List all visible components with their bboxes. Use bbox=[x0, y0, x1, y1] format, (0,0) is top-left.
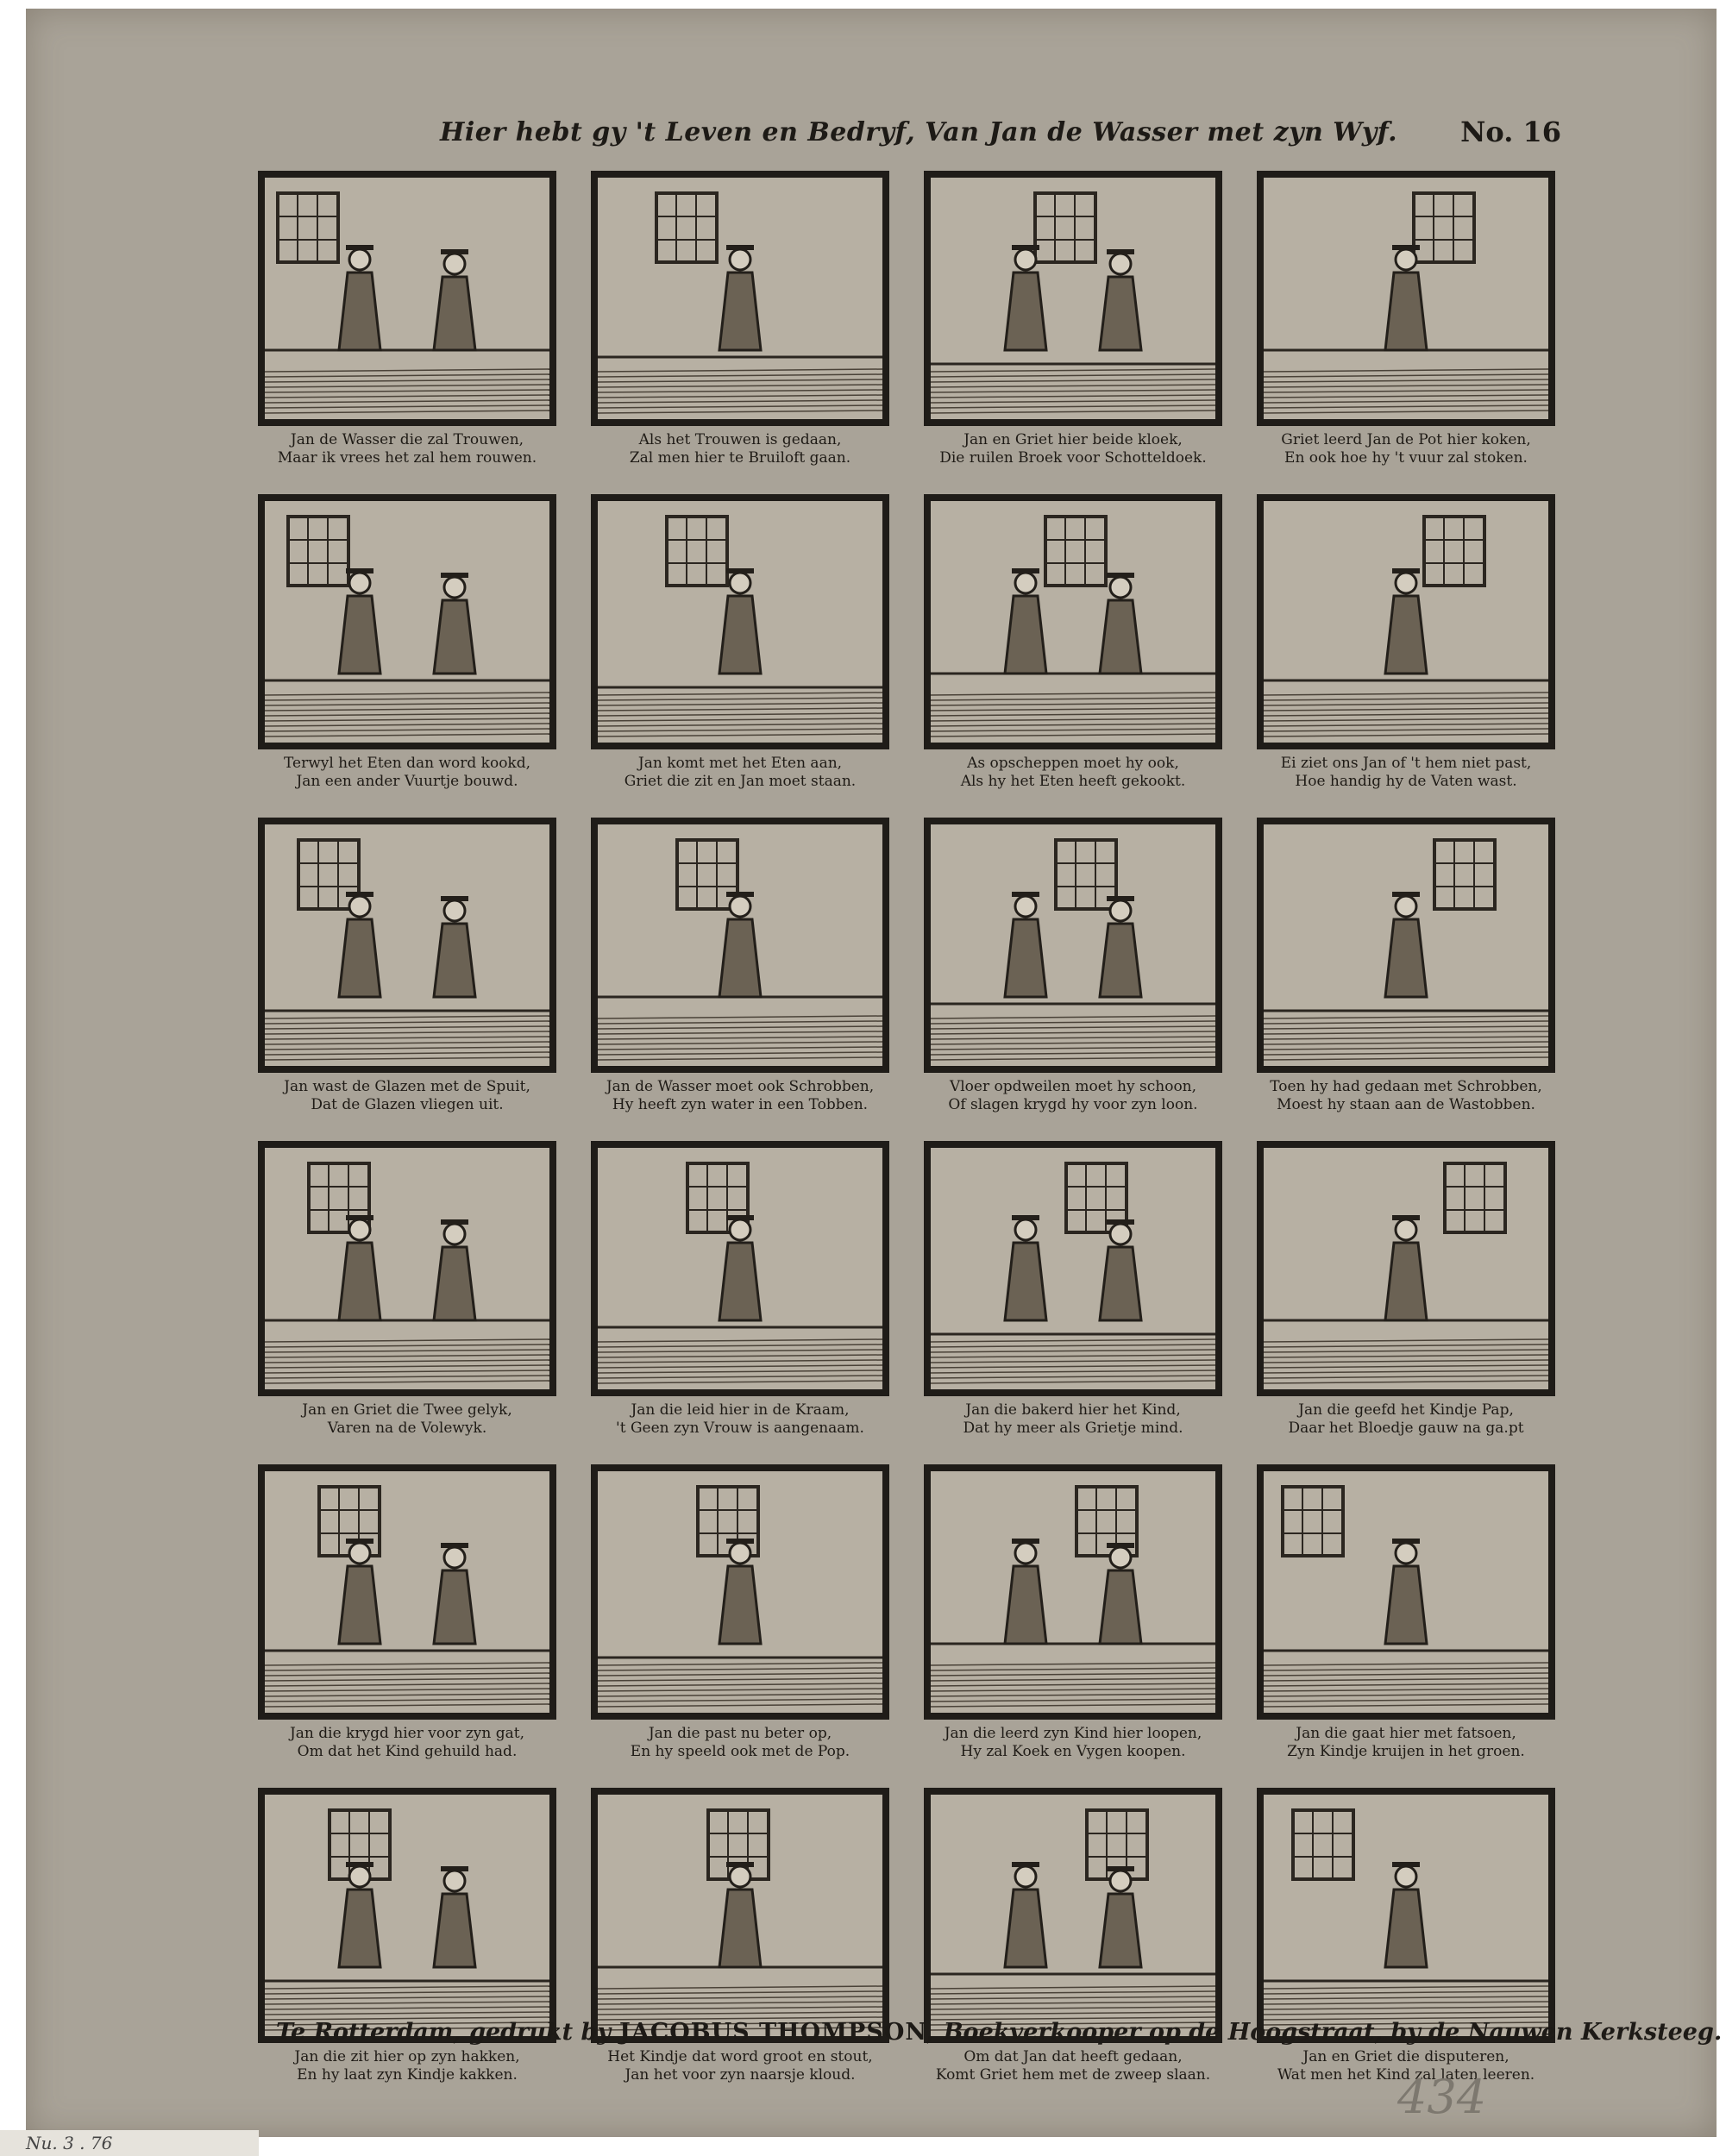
verse-line: Of slagen krygd hy voor zyn loon. bbox=[948, 1096, 1198, 1113]
woodcut-illustration bbox=[258, 818, 556, 1073]
verse-line: En hy speeld ook met de Pop. bbox=[630, 1743, 850, 1760]
verse-line: En hy laat zyn Kindje kakken. bbox=[297, 2066, 518, 2084]
verse-caption bbox=[585, 755, 895, 791]
verse-line: Jan en Griet die Twee gelyk, bbox=[302, 1401, 512, 1419]
verse-line: Zal men hier te Bruiloft gaan. bbox=[629, 449, 851, 467]
verse-caption bbox=[1251, 431, 1561, 467]
woodcut-illustration bbox=[258, 171, 556, 426]
woodcut-panel bbox=[1251, 1464, 1561, 1769]
verse-line: Om dat het Kind gehuild had. bbox=[297, 1743, 518, 1760]
woodcut-panel bbox=[252, 494, 562, 799]
verse-line: Daar het Bloedje gauw na ga.pt bbox=[1288, 1420, 1524, 1437]
verse-line: Hy zal Koek en Vygen koopen. bbox=[960, 1743, 1186, 1760]
woodcut-illustration bbox=[591, 1464, 889, 1720]
woodcut-illustration bbox=[591, 818, 889, 1073]
verse-caption bbox=[918, 2048, 1228, 2084]
pencil-annotation: 434 bbox=[1397, 2070, 1487, 2124]
verse-line: Varen na de Volewyk. bbox=[327, 1420, 487, 1437]
verse-caption bbox=[585, 431, 895, 467]
verse-line: Hy heeft zyn water in een Tobben. bbox=[612, 1096, 869, 1113]
verse-line: Jan die bakerd hier het Kind, bbox=[965, 1401, 1181, 1419]
verse-line: Jan en Griet die disputeren, bbox=[1302, 2048, 1509, 2065]
verse-line: Als hy het Eten heeft gekookt. bbox=[960, 773, 1186, 790]
verse-caption bbox=[252, 1401, 562, 1438]
verse-caption bbox=[252, 755, 562, 791]
woodcut-panel bbox=[918, 818, 1228, 1122]
verse-line: En ook hoe hy 't vuur zal stoken. bbox=[1284, 449, 1528, 467]
woodcut-illustration bbox=[924, 1788, 1222, 2043]
verse-line: Om dat Jan dat heeft gedaan, bbox=[963, 2048, 1183, 2065]
verse-line: Jan het voor zyn naarsje kloud. bbox=[624, 2066, 856, 2084]
verse-line: Dat hy meer als Grietje mind. bbox=[963, 1420, 1183, 1437]
verse-caption bbox=[252, 431, 562, 467]
woodcut-panel bbox=[918, 1464, 1228, 1769]
verse-line: Jan die gaat hier met fatsoen, bbox=[1296, 1725, 1516, 1742]
woodcut-panel bbox=[1251, 818, 1561, 1122]
woodcut-illustration bbox=[591, 1788, 889, 2043]
woodcut-illustration bbox=[924, 1464, 1222, 1720]
woodcut-illustration bbox=[924, 1141, 1222, 1396]
verse-caption bbox=[585, 1725, 895, 1761]
woodcut-illustration bbox=[258, 1788, 556, 2043]
woodcut-illustration bbox=[258, 494, 556, 749]
sheet-number: No. 16 bbox=[1460, 116, 1561, 148]
verse-line: As opscheppen moet hy ook, bbox=[967, 755, 1179, 772]
verse-caption bbox=[1251, 1078, 1561, 1114]
sheet-title: Hier hebt gy 't Leven en Bedryf, Van Jan de Wasser met zyn Wyf. bbox=[440, 116, 1398, 147]
imprint-suffix: Boekverkooper op de Hoogstraat, by de Nauwen Kerksteeg. bbox=[943, 2018, 1723, 2046]
verse-line: Jan de Wasser die zal Trouwen, bbox=[290, 431, 524, 448]
verse-line: Jan de Wasser moet ook Schrobben, bbox=[606, 1078, 875, 1095]
verse-caption bbox=[1251, 755, 1561, 791]
verse-caption bbox=[252, 2048, 562, 2084]
verse-line: Jan wast de Glazen met de Spuit, bbox=[284, 1078, 530, 1095]
woodcut-illustration bbox=[924, 171, 1222, 426]
verse-line: Wat men het Kind zal laten leeren. bbox=[1277, 2066, 1535, 2084]
woodcut-panel bbox=[918, 171, 1228, 475]
verse-line: Die ruilen Broek voor Schotteldoek. bbox=[939, 449, 1207, 467]
paper-label: Nu. 3 . 76 bbox=[0, 2130, 259, 2156]
verse-line: Jan die leerd zyn Kind hier loopen, bbox=[944, 1725, 1202, 1742]
woodcut-illustration bbox=[1257, 1788, 1555, 2043]
imprint-printer: JACOBUS THOMPSON, bbox=[619, 2018, 935, 2046]
woodcut-illustration bbox=[924, 494, 1222, 749]
woodcut-illustration bbox=[924, 818, 1222, 1073]
verse-line: Jan die krygd hier voor zyn gat, bbox=[289, 1725, 525, 1742]
verse-line: 't Geen zyn Vrouw is aangenaam. bbox=[616, 1420, 864, 1437]
sheet-header bbox=[440, 110, 1561, 154]
woodcut-panel bbox=[252, 1464, 562, 1769]
verse-caption bbox=[585, 2048, 895, 2084]
verse-line: Jan komt met het Eten aan, bbox=[637, 755, 843, 772]
woodcut-panel bbox=[252, 818, 562, 1122]
woodcut-panel bbox=[1251, 1141, 1561, 1445]
broadsheet bbox=[26, 9, 1723, 2137]
verse-line: Het Kindje dat word groot en stout, bbox=[607, 2048, 873, 2065]
woodcut-panel bbox=[585, 494, 895, 799]
woodcut-panel bbox=[1251, 494, 1561, 799]
verse-line: Jan die past nu beter op, bbox=[648, 1725, 832, 1742]
verse-caption bbox=[918, 431, 1228, 467]
woodcut-illustration bbox=[591, 171, 889, 426]
woodcut-panel bbox=[918, 494, 1228, 799]
verse-caption bbox=[918, 755, 1228, 791]
verse-line: Toen hy had gedaan met Schrobben, bbox=[1270, 1078, 1542, 1095]
woodcut-panel bbox=[585, 171, 895, 475]
woodcut-panel bbox=[585, 1141, 895, 1445]
woodcut-illustration bbox=[1257, 1141, 1555, 1396]
woodcut-illustration bbox=[1257, 818, 1555, 1073]
verse-line: Als het Trouwen is gedaan, bbox=[638, 431, 842, 448]
verse-caption bbox=[252, 1078, 562, 1114]
verse-line: Jan die geefd het Kindje Pap, bbox=[1298, 1401, 1514, 1419]
verse-caption bbox=[252, 1725, 562, 1761]
woodcut-panel bbox=[252, 171, 562, 475]
woodcut-panel bbox=[918, 1141, 1228, 1445]
woodcut-panel bbox=[585, 818, 895, 1122]
verse-caption bbox=[1251, 1725, 1561, 1761]
verse-line: Ei ziet ons Jan of 't hem niet past, bbox=[1280, 755, 1532, 772]
woodcut-illustration bbox=[591, 494, 889, 749]
verse-caption bbox=[1251, 1401, 1561, 1438]
verse-line: Dat de Glazen vliegen uit. bbox=[311, 1096, 504, 1113]
verse-line: Vloer opdweilen moet hy schoon, bbox=[949, 1078, 1197, 1095]
woodcut-illustration bbox=[591, 1141, 889, 1396]
verse-caption bbox=[918, 1725, 1228, 1761]
woodcut-panel bbox=[252, 1141, 562, 1445]
verse-line: Jan en Griet hier beide kloek, bbox=[963, 431, 1183, 448]
verse-caption bbox=[585, 1078, 895, 1114]
verse-line: Moest hy staan aan de Wastobben. bbox=[1277, 1096, 1535, 1113]
woodcut-illustration bbox=[1257, 494, 1555, 749]
woodcut-illustration bbox=[1257, 171, 1555, 426]
woodcut-illustration bbox=[1257, 1464, 1555, 1720]
verse-caption bbox=[918, 1401, 1228, 1438]
woodcut-grid bbox=[252, 171, 1563, 2092]
verse-line: Zyn Kindje kruijen in het groen. bbox=[1287, 1743, 1525, 1760]
verse-line: Griet die zit en Jan moet staan. bbox=[624, 773, 857, 790]
verse-caption bbox=[585, 1401, 895, 1438]
woodcut-illustration bbox=[258, 1464, 556, 1720]
verse-line: Jan die zit hier op zyn hakken, bbox=[294, 2048, 520, 2065]
imprint-prefix: Te Rotterdam, gedrukt by bbox=[276, 2018, 612, 2046]
verse-caption bbox=[918, 1078, 1228, 1114]
woodcut-panel bbox=[585, 1464, 895, 1769]
verse-line: Griet leerd Jan de Pot hier koken, bbox=[1281, 431, 1531, 448]
verse-line: Terwyl het Eten dan word kookd, bbox=[283, 755, 531, 772]
verse-line: Maar ik vrees het zal hem rouwen. bbox=[277, 449, 537, 467]
woodcut-illustration bbox=[258, 1141, 556, 1396]
verse-line: Jan een ander Vuurtje bouwd. bbox=[296, 773, 518, 790]
verse-line: Jan die leid hier in de Kraam, bbox=[631, 1401, 850, 1419]
woodcut-panel bbox=[1251, 171, 1561, 475]
imprint bbox=[276, 2013, 1723, 2051]
verse-line: Komt Griet hem met de zweep slaan. bbox=[935, 2066, 1211, 2084]
verse-line: Hoe handig hy de Vaten wast. bbox=[1295, 773, 1517, 790]
